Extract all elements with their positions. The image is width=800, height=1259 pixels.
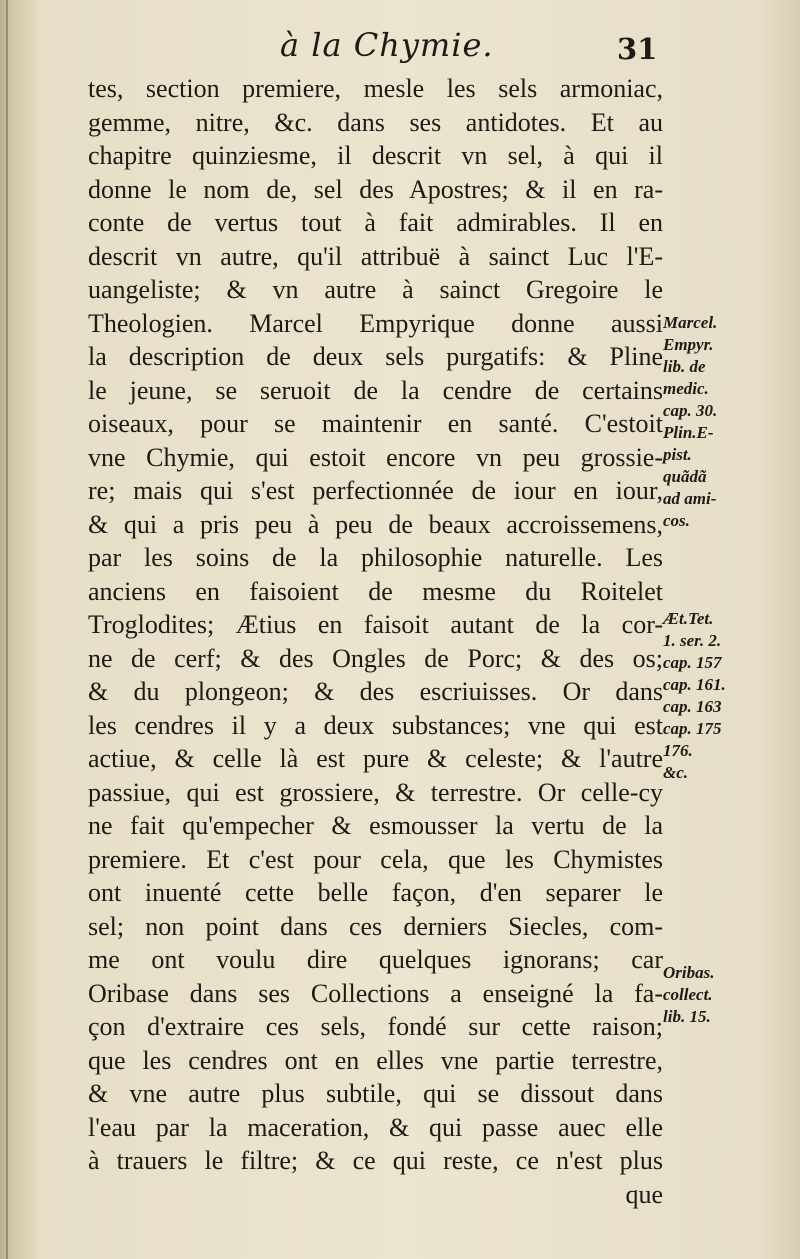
text-line: gemme, nitre, &c. dans ses antidotes. Et au [88, 107, 663, 137]
text-line: vne Chymie, qui estoit encore vn peu grossie- [88, 442, 663, 472]
margin-note-line: cos. [663, 511, 690, 530]
page-number: 31 [617, 32, 658, 66]
text-line: l'eau par la maceration, & qui passe auec elle [88, 1112, 663, 1142]
text-line: çon d'extraire ces sels, fondé sur cette raison; [88, 1012, 663, 1041]
margin-note-line: Empyr. [663, 335, 714, 354]
text-line: donne le nom de, sel des Apostres; & il en ra- [88, 174, 663, 204]
text-line: premiere. Et c'est pour cela, que les Chymistes [88, 844, 663, 874]
margin-notes [663, 312, 793, 1026]
text-line: Troglodites; Ætius en faisoit autant de la cor- [88, 610, 663, 639]
margin-note-line: cap. 175 [663, 719, 722, 738]
margin-note-line: cap. 161. [663, 675, 726, 694]
margin-note-marcel [663, 312, 793, 532]
text-line: re; mais qui s'est perfectionnée de iour en iour, [88, 476, 663, 505]
text-line: la description de deux sels purgatifs: & Pline [88, 342, 663, 371]
text-line: Theologien. Marcel Empyrique donne aussi [88, 308, 663, 338]
margin-note-line: collect. [663, 985, 713, 1004]
margin-note-line: medic. [663, 379, 709, 398]
page-gutter [6, 0, 8, 1259]
margin-note-line: lib. de [663, 357, 706, 376]
text-line: & qui a pris peu à peu de beaux accroissemens, [88, 509, 663, 539]
margin-note-line: 176. [663, 741, 693, 760]
text-line: uangeliste; & vn autre à sainct Gregoire le [88, 275, 663, 304]
text-line: me ont voulu dire quelques ignorans; car [88, 945, 663, 974]
text-line: que les cendres ont en elles vne partie terrestre, [88, 1045, 663, 1075]
margin-note-aetius [663, 608, 726, 784]
margin-note-line: pist. [663, 445, 692, 464]
text-line: ne de cerf; & des Ongles de Porc; & des os; [88, 643, 663, 673]
margin-note-line: Æt.Tet. [663, 609, 714, 628]
text-line: & vne autre plus subtile, qui se dissout dans [88, 1079, 663, 1108]
margin-note-oribase [663, 962, 714, 1028]
margin-note-line: cap. 157 [663, 653, 722, 672]
text-line: oiseaux, pour se maintenir en santé. C'estoit [88, 409, 663, 438]
margin-note-line: Marcel. [663, 313, 718, 332]
text-line: descrit vn autre, qu'il attribuë à sainct Luc l'E- [88, 241, 663, 271]
text-line: les cendres il y a deux substances; vne qui est [88, 710, 663, 740]
text-line: sel; non point dans ces derniers Siecles, com- [88, 911, 663, 941]
text-line: par les soins de la philosophie naturelle. Les [88, 543, 663, 572]
text-line: à trauers le filtre; & ce qui reste, ce n'est plus [88, 1146, 663, 1175]
catchword: que [625, 1179, 663, 1209]
text-line: tes, section premiere, mesle les sels armoniac, [88, 74, 663, 103]
running-title: à la Chymie. [280, 26, 494, 64]
text-line: & du plongeon; & des escriuisses. Or dans [88, 677, 663, 706]
margin-note-line: lib. 15. [663, 1007, 711, 1026]
margin-note-line: &c. [663, 763, 689, 782]
text-line: Oribase dans ses Collections a enseigné la fa- [88, 978, 663, 1008]
text-line: ne fait qu'empecher & esmousser la vertu de la [88, 811, 663, 840]
margin-note-line: Plin.E- [663, 423, 714, 442]
margin-note-line: Oribas. [663, 963, 715, 982]
body-text [88, 72, 663, 1211]
margin-note-line: 1. ser. 2. [663, 631, 722, 650]
margin-note-line: ad ami- [663, 489, 717, 508]
text-line: le jeune, se seruoit de la cendre de certains [88, 375, 663, 405]
margin-note-line: quãdã [663, 467, 707, 486]
page-header [0, 22, 800, 72]
text-line: chapitre quinziesme, il descrit vn sel, à qui il [88, 141, 663, 170]
margin-note-line: cap. 163 [663, 697, 722, 716]
text-line: passiue, qui est grossiere, & terrestre. Or celle-cy [88, 777, 663, 807]
text-line: conte de vertus tout à fait admirables. Il en [88, 208, 663, 237]
text-line: anciens en faisoient de mesme du Roitelet [88, 576, 663, 606]
text-line: ont inuenté cette belle façon, d'en separer le [88, 878, 663, 907]
margin-note-line: cap. 30. [663, 401, 718, 420]
text-line: actiue, & celle là est pure & celeste; & l'autre [88, 744, 663, 773]
